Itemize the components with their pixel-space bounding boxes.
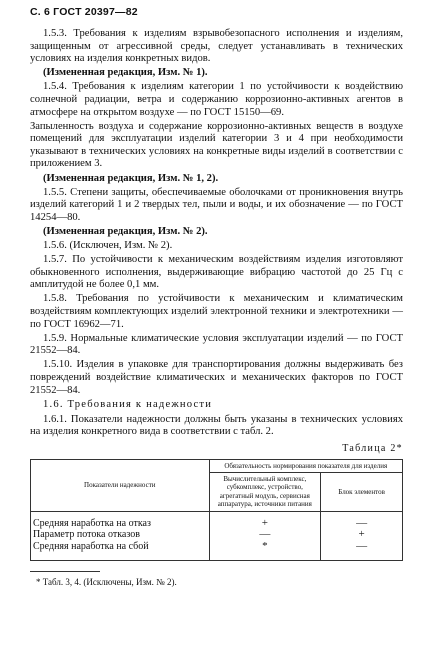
reliability-table xyxy=(30,459,403,562)
row-name: Средняя наработка на сбой xyxy=(31,541,210,561)
footnote-divider xyxy=(30,571,100,572)
table-row xyxy=(31,529,403,541)
paragraph-1-5-7: 1.5.7. По устойчивости к механическим воздействиям изделия изготовляют обыкновенного исполнения, выдерживающие вибрацию частотой до 25 Гц с амплитудой не более 0,1 мм. xyxy=(30,254,403,291)
paragraph-dust: Запыленность воздуха и содержание коррозионно-активных веществ в воздухе помещений для эксплуатации изделий категории 3 и 4 при необходимости указывают в технических условиях на конкретные виды изделий в соответствии с приложением 3. xyxy=(30,120,403,170)
paragraph-1-5-5: 1.5.5. Степени защиты, обеспечиваемые оболочками от проникновения внутрь изделий категорий 1 и 2 твердых тел, пыли и воды, и их обозначение — по ГОСТ 14254—80. xyxy=(30,186,403,223)
row-value-block: + xyxy=(321,529,403,541)
paragraph-1-5-3: 1.5.3. Требования к изделиям взрывобезопасного исполнения и изделиям, защищенным от агрессивной среды, следует устанавливать в технических условиях на изделия конкретных видов. xyxy=(30,28,403,65)
amendment-note: (Измененная редакция, Изм. № 1, 2). xyxy=(43,172,219,184)
col-header-indicators: Показатели надежности xyxy=(31,459,210,511)
col-header-complex: Вычислительный комплекс, субкомплекс, устройство, агрегатный модуль, сервисная аппаратура, источники питания xyxy=(209,472,321,511)
row-value-complex: + xyxy=(209,511,321,529)
paragraph-1-6-1: 1.6.1. Показатели надежности должны быть указаны в технических условиях на изделия конкретного вида в соответствии с табл. 2. xyxy=(30,413,403,438)
amendment-note: (Измененная редакция, Изм. № 2). xyxy=(43,225,208,237)
row-name: Средняя наработка на отказ xyxy=(31,511,210,529)
paragraph-1-5-6: 1.5.6. (Исключен, Изм. № 2). xyxy=(43,240,173,251)
paragraph-1-5-9: 1.5.9. Нормальные климатические условия эксплуатации изделий — по ГОСТ 21552—84. xyxy=(30,332,403,357)
row-value-block: — xyxy=(321,541,403,561)
group-header: Обязательность нормирования показателя для изделия xyxy=(209,459,402,472)
table-row xyxy=(31,541,403,561)
paragraph-1-5-4: 1.5.4. Требования к изделиям категории 1 по устойчивости к воздействию солнечной радиации, ветра и содержанию коррозионно-активных агентов в атмосфере на открытом воздухе — по ГОСТ 15150—69. xyxy=(30,81,403,118)
table-caption: Таблица 2* xyxy=(342,442,403,454)
row-value-block: — xyxy=(321,511,403,529)
paragraph-1-5-8: 1.5.8. Требования по устойчивости к механическим и климатическим воздействиям комплектующих изделий электронной техники и электротехники — по ГОСТ 16962—71. xyxy=(30,293,403,330)
row-name: Параметр потока отказов xyxy=(31,529,210,541)
section-title: 1.6. Требования к надежности xyxy=(43,399,213,411)
col-header-block: Блок элементов xyxy=(321,472,403,511)
row-value-complex: * xyxy=(209,541,321,561)
document-body xyxy=(30,28,403,589)
paragraph-1-5-10: 1.5.10. Изделия в упаковке для транспортирования должны выдерживать без повреждений воздействие климатических и механических факторов по ГОСТ 21552—84. xyxy=(30,359,403,396)
footnote: * Табл. 3, 4. (Исключены, Изм. № 2). xyxy=(36,577,177,588)
row-value-complex: — xyxy=(209,529,321,541)
page-header: С. 6 ГОСТ 20397—82 xyxy=(30,6,138,18)
amendment-note: (Измененная редакция, Изм. № 1). xyxy=(43,67,208,79)
table-row xyxy=(31,511,403,529)
